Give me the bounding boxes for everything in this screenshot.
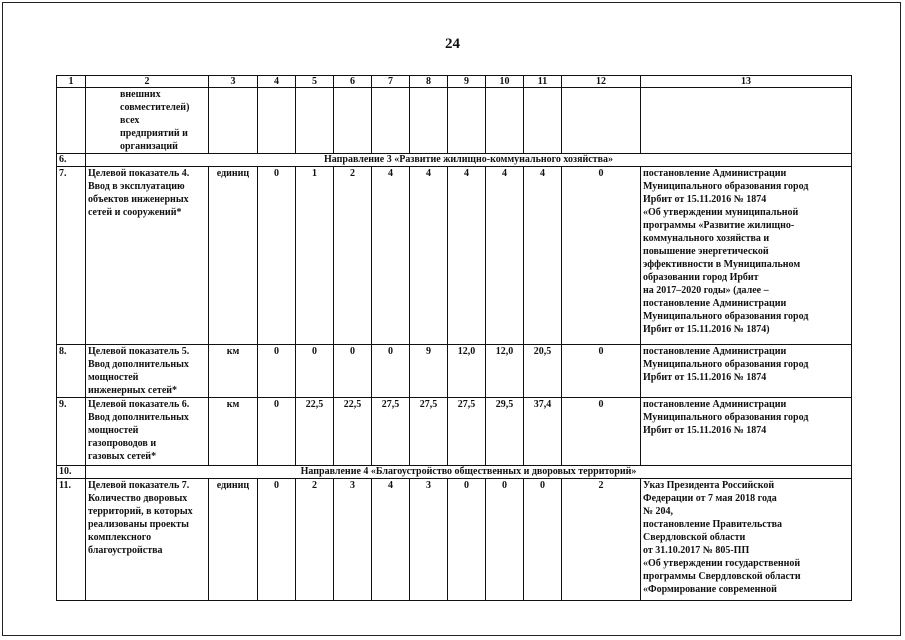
table-row-continuation <box>57 88 852 154</box>
indicators-table <box>56 75 852 601</box>
legal-document: постановление Администрации Муниципального образования город Ирбит от 15.11.2016 № 1874 «Об утверждении муниципальной программы «Развитие жилищно- коммунального хозяйства и повышение энергетической эффективности в Муниципальном образовании город Ирбит на 2017–2020 годы» (далее – постановление Администрации Муниципального образования город Ирбит от 15.11.2016 № 1874) <box>641 167 852 345</box>
section-title: Направление 4 «Благоустройство общественных и дворовых территорий» <box>86 466 852 479</box>
value-cell: 0 <box>562 398 641 466</box>
value-cell: 22,5 <box>296 398 334 466</box>
row-number: 8. <box>57 345 86 398</box>
table-row <box>57 479 852 601</box>
value-cell: 27,5 <box>372 398 410 466</box>
indicator-name: Целевой показатель 4. Ввод в эксплуатацию объектов инженерных сетей и сооружений* <box>86 167 209 345</box>
value-cell: 0 <box>562 167 641 345</box>
value-cell: 0 <box>258 398 296 466</box>
header-cell: 2 <box>86 76 209 88</box>
header-cell: 12 <box>562 76 641 88</box>
value-cell: 9 <box>410 345 448 398</box>
unit-cell: единиц <box>209 479 258 601</box>
indicator-name: Целевой показатель 6. Ввод дополнительных мощностей газопроводов и газовых сетей* <box>86 398 209 466</box>
header-cell: 13 <box>641 76 852 88</box>
legal-document: Указ Президента Российской Федерации от 7 мая 2018 года № 204, постановление Правительства Свердловской области от 31.10.2017 № 805-ПП «Об утверждении государственной программы Свердловской области «Формирование современной <box>641 479 852 601</box>
header-cell: 3 <box>209 76 258 88</box>
indicator-name: Целевой показатель 7. Количество дворовых территорий, в которых реализованы проекты комплексного благоустройства <box>86 479 209 601</box>
value-cell: 0 <box>334 345 372 398</box>
value-cell: 22,5 <box>334 398 372 466</box>
table-row <box>57 345 852 398</box>
header-cell: 7 <box>372 76 410 88</box>
section-row <box>57 154 852 167</box>
section-title: Направление 3 «Развитие жилищно-коммунального хозяйства» <box>86 154 852 167</box>
row-number: 9. <box>57 398 86 466</box>
value-cell: 3 <box>334 479 372 601</box>
value-cell: 0 <box>372 345 410 398</box>
page-number: 24 <box>445 36 460 52</box>
table-header-row <box>57 76 852 88</box>
unit-cell: единиц <box>209 167 258 345</box>
value-cell: 0 <box>258 167 296 345</box>
value-cell: 0 <box>524 479 562 601</box>
value-cell: 37,4 <box>524 398 562 466</box>
value-cell: 0 <box>258 479 296 601</box>
value-cell: 3 <box>410 479 448 601</box>
value-cell: 12,0 <box>448 345 486 398</box>
row-number: 7. <box>57 167 86 345</box>
value-cell: 27,5 <box>448 398 486 466</box>
header-cell: 1 <box>57 76 86 88</box>
row-number: 11. <box>57 479 86 601</box>
row-number: 6. <box>57 154 86 167</box>
value-cell: 0 <box>448 479 486 601</box>
legal-document: постановление Администрации Муниципального образования город Ирбит от 15.11.2016 № 1874 <box>641 345 852 398</box>
value-cell: 1 <box>296 167 334 345</box>
value-cell: 2 <box>334 167 372 345</box>
value-cell: 2 <box>296 479 334 601</box>
value-cell: 20,5 <box>524 345 562 398</box>
value-cell: 0 <box>296 345 334 398</box>
unit-cell: км <box>209 398 258 466</box>
value-cell: 12,0 <box>486 345 524 398</box>
value-cell: 4 <box>372 479 410 601</box>
header-cell: 6 <box>334 76 372 88</box>
unit-cell: км <box>209 345 258 398</box>
value-cell: 4 <box>486 167 524 345</box>
table-row <box>57 167 852 345</box>
value-cell: 27,5 <box>410 398 448 466</box>
header-cell: 5 <box>296 76 334 88</box>
indicator-name: Целевой показатель 5. Ввод дополнительных мощностей инженерных сетей* <box>86 345 209 398</box>
header-cell: 4 <box>258 76 296 88</box>
legal-document: постановление Администрации Муниципального образования город Ирбит от 15.11.2016 № 1874 <box>641 398 852 466</box>
header-cell: 10 <box>486 76 524 88</box>
value-cell: 0 <box>562 345 641 398</box>
section-row <box>57 466 852 479</box>
value-cell: 0 <box>258 345 296 398</box>
header-cell: 8 <box>410 76 448 88</box>
row-number: 10. <box>57 466 86 479</box>
indicator-name: внешних совместителей) всех предприятий и организаций <box>86 88 209 154</box>
header-cell: 11 <box>524 76 562 88</box>
value-cell: 4 <box>410 167 448 345</box>
value-cell: 4 <box>448 167 486 345</box>
value-cell: 0 <box>486 479 524 601</box>
value-cell: 29,5 <box>486 398 524 466</box>
value-cell: 2 <box>562 479 641 601</box>
value-cell: 4 <box>372 167 410 345</box>
value-cell: 4 <box>524 167 562 345</box>
table-row <box>57 398 852 466</box>
header-cell: 9 <box>448 76 486 88</box>
